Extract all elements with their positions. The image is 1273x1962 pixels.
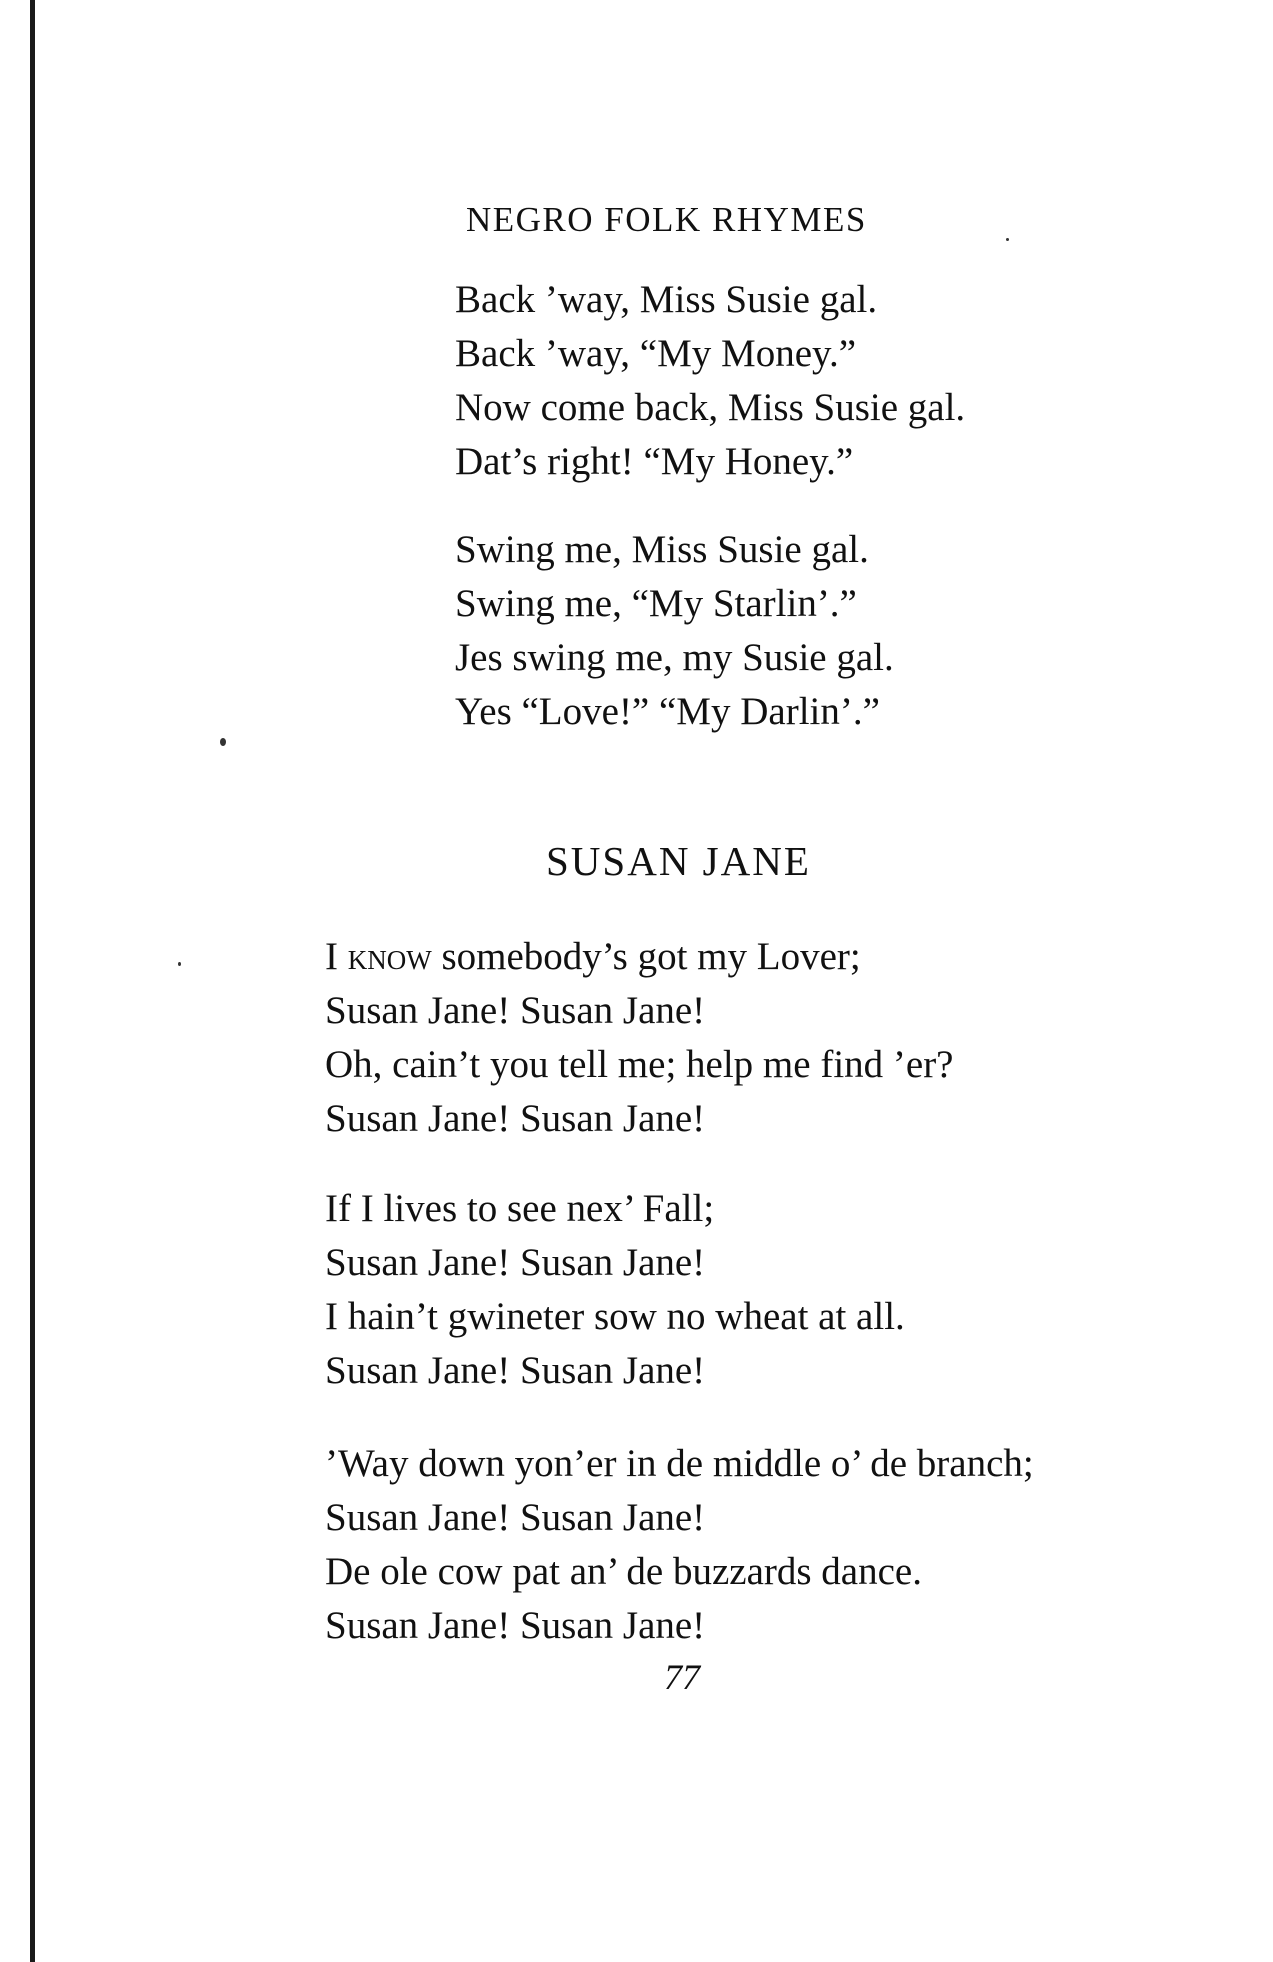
verse-line: Oh, cain’t you tell me; help me find ’er? [325, 1043, 954, 1086]
verse-line: Yes “Love!” “My Darlin’.” [455, 690, 880, 733]
verse-line: ’Way down yon’er in de middle o’ de branch; [325, 1442, 1034, 1485]
verse-line: Back ’way, Miss Susie gal. [455, 278, 878, 321]
verse-line: Susan Jane! Susan Jane! [325, 1241, 706, 1284]
stanza [455, 523, 894, 739]
poem-title: SUSAN JANE [546, 838, 811, 884]
verse-line: Susan Jane! Susan Jane! [325, 1349, 706, 1392]
verse-line: Swing me, Miss Susie gal. [455, 528, 869, 571]
verse-line: Susan Jane! Susan Jane! [325, 1604, 706, 1647]
verse-line: Back ’way, “My Money.” [455, 332, 857, 375]
first-word-initial: I [325, 935, 338, 978]
running-head: NEGRO FOLK RHYMES [466, 200, 867, 239]
verse-line: De ole cow pat an’ de buzzards dance. [325, 1550, 922, 1593]
verse-line: Dat’s right! “My Honey.” [455, 440, 854, 483]
stanza [325, 1437, 1034, 1653]
verse-line: Susan Jane! Susan Jane! [325, 1097, 706, 1140]
verse-line: Jes swing me, my Susie gal. [455, 636, 894, 679]
verse-line: Susan Jane! Susan Jane! [325, 989, 706, 1032]
stanza [325, 930, 954, 1146]
scan-speck [1006, 238, 1009, 241]
verse-line-first [325, 930, 954, 984]
verse-line: If I lives to see nex’ Fall; [325, 1187, 715, 1230]
page-number: 77 [664, 1657, 700, 1697]
scan-speck [178, 962, 181, 966]
scan-speck [220, 738, 226, 746]
verse-line: Susan Jane! Susan Jane! [325, 1496, 706, 1539]
first-line-rest: somebody’s got my Lover; [441, 935, 861, 978]
stanza [325, 1182, 905, 1398]
verse-line: Swing me, “My Starlin’.” [455, 582, 857, 625]
first-word-small-caps: know [347, 935, 432, 978]
page-margin-rule [30, 0, 35, 1962]
verse-line: I hain’t gwineter sow no wheat at all. [325, 1295, 905, 1338]
verse-line: Now come back, Miss Susie gal. [455, 386, 966, 429]
stanza [455, 273, 965, 489]
